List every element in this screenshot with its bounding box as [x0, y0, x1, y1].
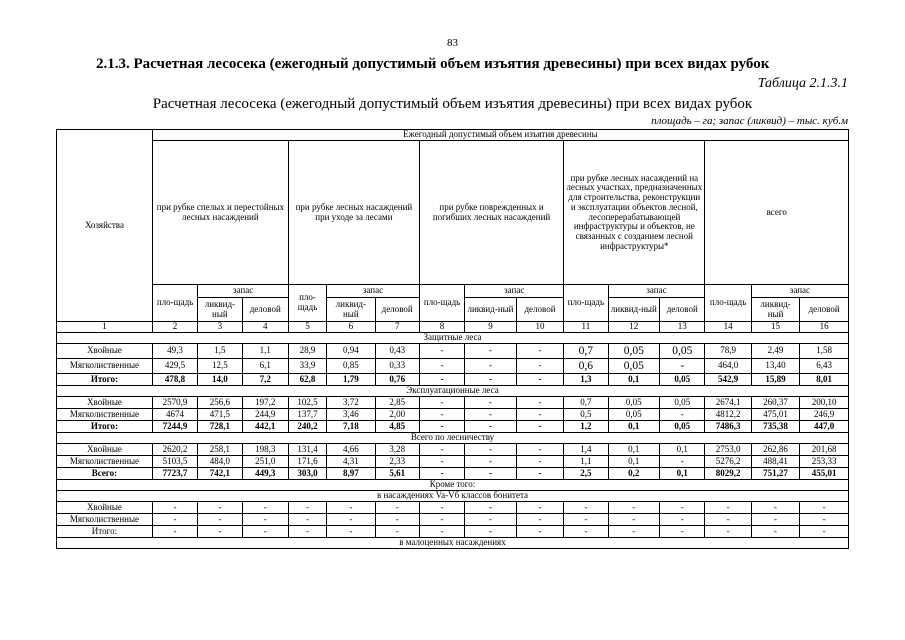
- table-cell: -: [419, 502, 464, 514]
- table-cell: -: [152, 502, 197, 514]
- section-title-row: [57, 386, 849, 397]
- table-cell: -: [419, 526, 464, 538]
- column-number: 6: [327, 322, 375, 333]
- table-row: [57, 468, 849, 480]
- table-cell: 102,5: [288, 397, 326, 409]
- header-stock: запас: [751, 285, 848, 298]
- section-title: Всего по лесничеству: [57, 433, 849, 444]
- header-stock: запас: [198, 285, 289, 298]
- table-cell: 4,31: [327, 456, 375, 468]
- header-liquid: ликвид-ный: [327, 298, 375, 322]
- header-area-row: [57, 285, 849, 298]
- table-cell: 8,01: [800, 374, 849, 386]
- table-cell: 28,9: [288, 344, 326, 359]
- table-cell: 197,2: [242, 397, 288, 409]
- header-group-construction: при рубке лесных насаждений на лесных участках, предназначенных для строительства, реконструкции и эксплуатации объектов лесной, лесоперерабатывающей инфраструктуры и объектов, не связанных с созданием лесной инфраструктуры*: [564, 141, 705, 285]
- table-cell: -: [516, 359, 563, 374]
- table-cell: 4,85: [375, 421, 419, 433]
- table-cell: 1,79: [327, 374, 375, 386]
- table-cell: 0,05: [608, 344, 660, 359]
- header-liquid: ликвид-ный: [751, 298, 799, 322]
- table-cell: -: [465, 468, 517, 480]
- header-area: пло-щадь: [705, 285, 751, 322]
- table-cell: 6,1: [242, 359, 288, 374]
- section-heading: 2.1.3. Расчетная лесосека (ежегодный допустимый объем изъятия древесины) при всех видах рубок: [96, 56, 770, 72]
- header-group-thinning: при рубке лесных насаждений при уходе за лесами: [288, 141, 419, 285]
- table-cell: 4674: [152, 409, 197, 421]
- table-cell: -: [516, 397, 563, 409]
- section-title-row: [57, 491, 849, 502]
- table-cell: 0,1: [608, 421, 660, 433]
- table-body: [57, 333, 849, 549]
- table-cell: -: [660, 359, 705, 374]
- header-area: пло-щадь: [288, 285, 326, 322]
- header-business: деловой: [242, 298, 288, 322]
- table-cell: -: [608, 526, 660, 538]
- table-cell: 13,40: [751, 359, 799, 374]
- table-cell: -: [152, 514, 197, 526]
- table-cell: -: [465, 456, 517, 468]
- table-cell: 455,01: [800, 468, 849, 480]
- table-cell: -: [419, 397, 464, 409]
- table-cell: -: [705, 514, 751, 526]
- table-cell: 0,5: [564, 409, 608, 421]
- column-number: 9: [465, 322, 517, 333]
- section-title-row: [57, 433, 849, 444]
- table-cell: -: [465, 359, 517, 374]
- table-cell: -: [465, 502, 517, 514]
- table-row: [57, 409, 849, 421]
- table-cell: 260,37: [751, 397, 799, 409]
- table-cell: -: [516, 502, 563, 514]
- table-cell: -: [327, 514, 375, 526]
- table-cell: 0,76: [375, 374, 419, 386]
- table-cell: -: [419, 359, 464, 374]
- table-cell: 7,18: [327, 421, 375, 433]
- table-cell: 0,33: [375, 359, 419, 374]
- row-label: Мягколиственные: [57, 514, 153, 526]
- column-number: 2: [152, 322, 197, 333]
- table-cell: 240,2: [288, 421, 326, 433]
- section-title-row: [57, 333, 849, 344]
- units-note: площадь – га; запас (ликвид) – тыс. куб.м: [651, 115, 848, 127]
- table-cell: 2753,0: [705, 444, 751, 456]
- table-cell: -: [465, 514, 517, 526]
- table-cell: -: [419, 344, 464, 359]
- table-cell: 1,1: [564, 456, 608, 468]
- section-title: в малоценных насаждениях: [57, 538, 849, 549]
- column-number: 3: [198, 322, 242, 333]
- table-row: [57, 397, 849, 409]
- table-cell: 1,1: [242, 344, 288, 359]
- table-cell: 0,05: [660, 344, 705, 359]
- column-number: 11: [564, 322, 608, 333]
- table-cell: 2570,9: [152, 397, 197, 409]
- header-group-damaged: при рубке поврежденных и погибших лесных насаждений: [419, 141, 563, 285]
- table-cell: 542,9: [705, 374, 751, 386]
- table-cell: 0,7: [564, 344, 608, 359]
- table-cell: 0,2: [608, 468, 660, 480]
- table-cell: -: [242, 514, 288, 526]
- table-cell: -: [242, 502, 288, 514]
- table-cell: 8,97: [327, 468, 375, 480]
- header-annual-cut: Ежегодный допустимый объем изъятия древесины: [152, 130, 848, 141]
- table-cell: 0,1: [608, 444, 660, 456]
- table-cell: -: [327, 502, 375, 514]
- header-business: деловой: [516, 298, 563, 322]
- row-label: Итого:: [57, 374, 153, 386]
- table-cell: 258,1: [198, 444, 242, 456]
- table-row: [57, 344, 849, 359]
- table-cell: 5276,2: [705, 456, 751, 468]
- column-number: 15: [751, 322, 799, 333]
- table-cell: -: [465, 444, 517, 456]
- table-row: [57, 444, 849, 456]
- table-caption: Расчетная лесосека (ежегодный допустимый объем изъятия древесины) при всех видах рубок: [152, 96, 753, 112]
- header-area: пло-щадь: [419, 285, 464, 322]
- table-cell: 8029,2: [705, 468, 751, 480]
- table-cell: 2,00: [375, 409, 419, 421]
- table-cell: 464,0: [705, 359, 751, 374]
- table-cell: -: [419, 456, 464, 468]
- table-cell: 7723,7: [152, 468, 197, 480]
- table-row: [57, 526, 849, 538]
- header-area: пло-щадь: [564, 285, 608, 322]
- header-group-mature: при рубке спелых и перестойных лесных насаждений: [152, 141, 288, 285]
- table-cell: 49,3: [152, 344, 197, 359]
- row-label: Хвойные: [57, 397, 153, 409]
- header-liquid: ликвид-ный: [198, 298, 242, 322]
- section-title-row: [57, 538, 849, 549]
- table-cell: -: [660, 502, 705, 514]
- table-cell: 6,43: [800, 359, 849, 374]
- header-stock: запас: [608, 285, 705, 298]
- table-cell: 2,33: [375, 456, 419, 468]
- table-cell: 1,58: [800, 344, 849, 359]
- table-cell: 449,3: [242, 468, 288, 480]
- table-cell: -: [516, 456, 563, 468]
- table-cell: 0,05: [608, 409, 660, 421]
- table-cell: 14,0: [198, 374, 242, 386]
- table-cell: -: [516, 468, 563, 480]
- header-liquid: ликвид-ный: [608, 298, 660, 322]
- table-cell: 0,43: [375, 344, 419, 359]
- table-cell: -: [419, 514, 464, 526]
- table-cell: 1,3: [564, 374, 608, 386]
- table-cell: -: [516, 374, 563, 386]
- table-cell: 1,5: [198, 344, 242, 359]
- row-label: Мягколиственные: [57, 409, 153, 421]
- table-cell: -: [660, 526, 705, 538]
- table-cell: -: [751, 526, 799, 538]
- table-cell: -: [288, 502, 326, 514]
- table-cell: 253,33: [800, 456, 849, 468]
- table-cell: 2,5: [564, 468, 608, 480]
- column-number: 12: [608, 322, 660, 333]
- table-cell: 244,9: [242, 409, 288, 421]
- table-cell: 0,1: [608, 456, 660, 468]
- table-cell: 2,85: [375, 397, 419, 409]
- table-cell: 171,6: [288, 456, 326, 468]
- table-cell: 2674,1: [705, 397, 751, 409]
- table-cell: 251,0: [242, 456, 288, 468]
- allowable-cut-table: [56, 129, 849, 549]
- table-cell: 303,0: [288, 468, 326, 480]
- column-number: 16: [800, 322, 849, 333]
- table-cell: 0,1: [660, 468, 705, 480]
- table-cell: 0,05: [660, 421, 705, 433]
- table-cell: -: [288, 514, 326, 526]
- table-cell: 131,4: [288, 444, 326, 456]
- table-cell: 256,6: [198, 397, 242, 409]
- table-number: Таблица 2.1.3.1: [757, 76, 848, 91]
- table-cell: -: [419, 421, 464, 433]
- section-title: Кроме того:: [57, 480, 849, 491]
- row-label: Хвойные: [57, 344, 153, 359]
- table-cell: 447,0: [800, 421, 849, 433]
- table-cell: 7486,3: [705, 421, 751, 433]
- header-group-total: всего: [705, 141, 849, 285]
- table-row: [57, 421, 849, 433]
- column-number: 8: [419, 322, 464, 333]
- table-cell: -: [660, 456, 705, 468]
- table-cell: -: [660, 514, 705, 526]
- table-cell: -: [564, 502, 608, 514]
- table-cell: 5,61: [375, 468, 419, 480]
- table-row: [57, 502, 849, 514]
- table-cell: -: [465, 409, 517, 421]
- table-cell: -: [608, 514, 660, 526]
- table-cell: 0,1: [660, 444, 705, 456]
- table-cell: 0,05: [608, 397, 660, 409]
- table-cell: 200,10: [800, 397, 849, 409]
- header-farms: Хозяйства: [57, 130, 153, 322]
- table-cell: 0,85: [327, 359, 375, 374]
- table-cell: -: [751, 514, 799, 526]
- column-number: 14: [705, 322, 751, 333]
- table-cell: 3,72: [327, 397, 375, 409]
- table-cell: -: [465, 421, 517, 433]
- header-business: деловой: [800, 298, 849, 322]
- table-cell: 201,68: [800, 444, 849, 456]
- table-cell: -: [198, 526, 242, 538]
- table-cell: -: [242, 526, 288, 538]
- table-cell: 246,9: [800, 409, 849, 421]
- column-number: 4: [242, 322, 288, 333]
- table-cell: 2620,2: [152, 444, 197, 456]
- row-label: Мягколиственные: [57, 456, 153, 468]
- table-cell: -: [198, 514, 242, 526]
- table-cell: -: [660, 409, 705, 421]
- table-cell: 0,1: [608, 374, 660, 386]
- header-business: деловой: [375, 298, 419, 322]
- table-row: [57, 359, 849, 374]
- table-cell: 2,49: [751, 344, 799, 359]
- row-label: Мягколиственные: [57, 359, 153, 374]
- table-cell: 735,38: [751, 421, 799, 433]
- table-cell: -: [516, 421, 563, 433]
- table-cell: -: [288, 526, 326, 538]
- table-cell: 33,9: [288, 359, 326, 374]
- table-cell: 429,5: [152, 359, 197, 374]
- row-label: Хвойные: [57, 502, 153, 514]
- table-cell: 742,1: [198, 468, 242, 480]
- header-liquid: ликвид-ный: [465, 298, 517, 322]
- table-cell: 4812,2: [705, 409, 751, 421]
- table-cell: 7244,9: [152, 421, 197, 433]
- section-title: Защитные леса: [57, 333, 849, 344]
- table-cell: 0,05: [660, 374, 705, 386]
- row-label: Всего:: [57, 468, 153, 480]
- table-row: [57, 514, 849, 526]
- table-cell: 4,66: [327, 444, 375, 456]
- table-cell: 198,3: [242, 444, 288, 456]
- table-row: [57, 374, 849, 386]
- table-row: [57, 456, 849, 468]
- column-number-row: [57, 322, 849, 333]
- table-cell: 62,8: [288, 374, 326, 386]
- table-cell: 478,8: [152, 374, 197, 386]
- table-cell: -: [564, 514, 608, 526]
- table-cell: 0,6: [564, 359, 608, 374]
- section-title-row: [57, 480, 849, 491]
- table-cell: -: [375, 514, 419, 526]
- column-number: 1: [57, 322, 153, 333]
- header-business: деловой: [660, 298, 705, 322]
- column-number: 5: [288, 322, 326, 333]
- table-cell: -: [751, 502, 799, 514]
- table-cell: 15,89: [751, 374, 799, 386]
- table-cell: 475,01: [751, 409, 799, 421]
- table-cell: -: [419, 374, 464, 386]
- table-cell: -: [516, 526, 563, 538]
- row-label: Хвойные: [57, 444, 153, 456]
- table-cell: 728,1: [198, 421, 242, 433]
- table-cell: -: [419, 468, 464, 480]
- row-label: Итого:: [57, 421, 153, 433]
- table-cell: -: [375, 502, 419, 514]
- table-cell: -: [465, 374, 517, 386]
- table-cell: -: [516, 344, 563, 359]
- table-cell: -: [465, 344, 517, 359]
- table-cell: 3,28: [375, 444, 419, 456]
- table-cell: 0,05: [608, 359, 660, 374]
- table-cell: 137,7: [288, 409, 326, 421]
- table-cell: -: [516, 514, 563, 526]
- table-cell: -: [705, 526, 751, 538]
- table-cell: -: [465, 397, 517, 409]
- table-cell: 262,86: [751, 444, 799, 456]
- header-stock: запас: [327, 285, 420, 298]
- table-cell: 484,0: [198, 456, 242, 468]
- table-cell: -: [419, 409, 464, 421]
- header-area: пло-щадь: [152, 285, 197, 322]
- table-cell: 12,5: [198, 359, 242, 374]
- table-cell: 488,41: [751, 456, 799, 468]
- table-cell: 1,4: [564, 444, 608, 456]
- column-number: 10: [516, 322, 563, 333]
- table-cell: -: [800, 502, 849, 514]
- column-number: 7: [375, 322, 419, 333]
- column-number: 13: [660, 322, 705, 333]
- section-title: Эксплуатационные леса: [57, 386, 849, 397]
- table-cell: 1,2: [564, 421, 608, 433]
- table-cell: 3,46: [327, 409, 375, 421]
- table-cell: -: [800, 514, 849, 526]
- table-cell: 5103,5: [152, 456, 197, 468]
- table-cell: 78,9: [705, 344, 751, 359]
- table-cell: 0,94: [327, 344, 375, 359]
- table-cell: -: [564, 526, 608, 538]
- section-title: в насаждениях Va-Vб классов бонитета: [57, 491, 849, 502]
- table-cell: -: [705, 502, 751, 514]
- table-cell: 0,7: [564, 397, 608, 409]
- table-cell: -: [198, 502, 242, 514]
- page-number: 83: [447, 37, 458, 49]
- table-cell: -: [152, 526, 197, 538]
- table-cell: -: [516, 444, 563, 456]
- table-cell: 442,1: [242, 421, 288, 433]
- table-cell: -: [375, 526, 419, 538]
- table-cell: 471,5: [198, 409, 242, 421]
- table-cell: 7,2: [242, 374, 288, 386]
- table-cell: -: [608, 502, 660, 514]
- table-cell: 0,05: [660, 397, 705, 409]
- header-stock: запас: [465, 285, 564, 298]
- table-cell: -: [800, 526, 849, 538]
- table-cell: -: [419, 444, 464, 456]
- table-cell: -: [465, 526, 517, 538]
- table-cell: 751,27: [751, 468, 799, 480]
- table-cell: -: [516, 409, 563, 421]
- row-label: Итого:: [57, 526, 153, 538]
- table-cell: -: [327, 526, 375, 538]
